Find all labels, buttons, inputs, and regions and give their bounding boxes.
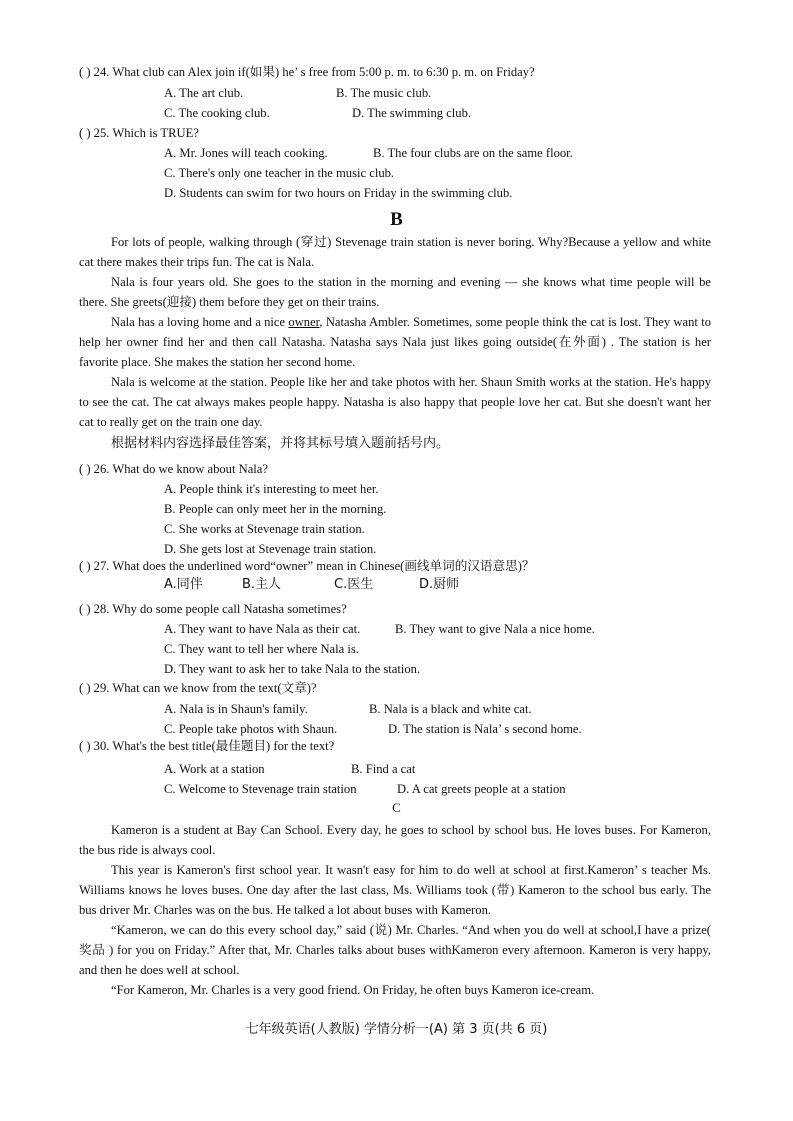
q30-option-c: C. Welcome to Stevenage train station	[164, 782, 357, 796]
q27-option-b: B.主人	[242, 577, 282, 592]
section-b-title: B	[390, 209, 403, 230]
q27-option-c: C.医生	[334, 577, 374, 592]
p3-text-before: Nala has a loving home and a nice	[111, 315, 289, 329]
section-b-paragraph-3	[79, 312, 711, 372]
section-c-paragraph-1: Kameron is a student at Bay Can School. Every day, he goes to school by school bus. He loves buses. For Kameron, the bus ride is always cool.	[79, 823, 711, 857]
q27-option-d: D.厨师	[419, 577, 460, 592]
section-c-paragraph-3: “Kameron, we can do this every school day,” said (说) Mr. Charles. “And when you do well at school,I have a prize( 奖品 ) for you on Friday.” After that, Mr. Charles talks about buses withKameron every afternoon. Kameron is very happy, and then he does well at school.	[79, 923, 711, 977]
q28-option-d: D. They want to ask her to take Nala to the station.	[164, 662, 421, 676]
section-c-paragraph-4: “For Kameron, Mr. Charles is a very good friend. On Friday, he often buys Kameron ice-cream.	[111, 983, 595, 997]
question-25-stem: ( ) 25. Which is TRUE?	[79, 126, 199, 140]
question-28-stem: ( ) 28. Why do some people call Natasha sometimes?	[79, 602, 347, 616]
q25-option-b: B. The four clubs are on the same floor.	[373, 146, 573, 160]
q24-option-d: D. The swimming club.	[352, 106, 472, 120]
section-b-paragraph-2: Nala is four years old. She goes to the station in the morning and evening — she knows what time people will be there. She greets(迎接) them before they get on their trains.	[79, 275, 711, 309]
q28-option-b: B. They want to give Nala a nice home.	[395, 622, 595, 636]
q24-option-b: B. The music club.	[336, 86, 432, 100]
q25-option-d: D. Students can swim for two hours on Friday in the swimming club.	[164, 186, 513, 200]
q26-option-b: B. People can only meet her in the morning.	[164, 502, 387, 516]
q28-option-a: A. They want to have Nala as their cat.	[164, 622, 361, 636]
p3-text-after: , Natasha Ambler. Sometimes, some people think the cat is lost. They want to help her owner find her and then call Natasha. Natasha says Nala just likes going outside(在外面) . The station is her favorite place. She makes the station her second home.	[79, 315, 711, 369]
section-c-passage	[79, 820, 711, 1000]
q28-option-c: C. They want to tell her where Nala is.	[164, 642, 359, 656]
q30-option-b: B. Find a cat	[351, 762, 416, 776]
q24-option-a: A. The art club.	[164, 86, 244, 100]
q26-option-c: C. She works at Stevenage train station.	[164, 522, 365, 536]
page-footer: 七年级英语(人教版) 学情分析一(A) 第 3 页(共 6 页)	[245, 1022, 548, 1037]
q27-option-a: A.同伴	[164, 577, 203, 592]
q24-option-c: C. The cooking club.	[164, 106, 270, 120]
q26-option-d: D. She gets lost at Stevenage train station.	[164, 542, 377, 556]
question-29-stem: ( ) 29. What can we know from the text(文章)?	[79, 681, 317, 695]
section-c-paragraph-2: This year is Kameron's first school year. It wasn't easy for him to do well at school at first.Kameron’ s teacher Ms. Williams knows he loves buses. One day after the last class, Ms. Williams took (带) Kameron to the school bus early. The bus driver Mr. Charles was on the bus. He talked a lot about buses with Kameron.	[79, 863, 711, 917]
q29-option-d: D. The station is Nala’ s second home.	[388, 722, 582, 736]
q29-option-b: B. Nala is a black and white cat.	[369, 702, 532, 716]
q25-option-c: C. There's only one teacher in the music club.	[164, 166, 395, 180]
question-30-stem: ( ) 30. What's the best title(最佳题目) for the text?	[79, 739, 335, 753]
q29-option-a: A. Nala is in Shaun's family.	[164, 702, 308, 716]
question-24-stem: ( ) 24. What club can Alex join if(如果) he’ s free from 5:00 p. m. to 6:30 p. m. on Friday?	[79, 65, 535, 79]
underlined-word-owner: owner	[288, 315, 320, 329]
q25-option-a: A. Mr. Jones will teach cooking.	[164, 146, 328, 160]
q29-option-c: C. People take photos with Shaun.	[164, 722, 338, 736]
section-b-instruction: 根据材料内容选择最佳答案，并将其标号填入题前括号内。	[111, 436, 450, 451]
q30-option-a: A. Work at a station	[164, 762, 265, 776]
q30-option-d: D. A cat greets people at a station	[397, 782, 566, 796]
section-c-title: C	[392, 800, 401, 815]
section-b-paragraph-4: Nala is welcome at the station. People like her and take photos with her. Shaun Smith works at the station. He's happy to see the cat. The cat always makes people happy. Natasha is also happy that people love her cat. But she doesn't want her cat to really get on the train one day.	[79, 375, 711, 429]
section-b-passage	[79, 232, 711, 432]
question-26-stem: ( ) 26. What do we know about Nala?	[79, 462, 268, 476]
q26-option-a: A. People think it's interesting to meet her.	[164, 482, 379, 496]
question-27-stem: ( ) 27. What does the underlined word“owner” mean in Chinese(画线单词的汉语意思)？	[79, 559, 535, 573]
section-b-paragraph-1: For lots of people, walking through (穿过) Stevenage train station is never boring. Why?Because a yellow and white cat there makes their trips fun. The cat is Nala.	[79, 235, 711, 269]
